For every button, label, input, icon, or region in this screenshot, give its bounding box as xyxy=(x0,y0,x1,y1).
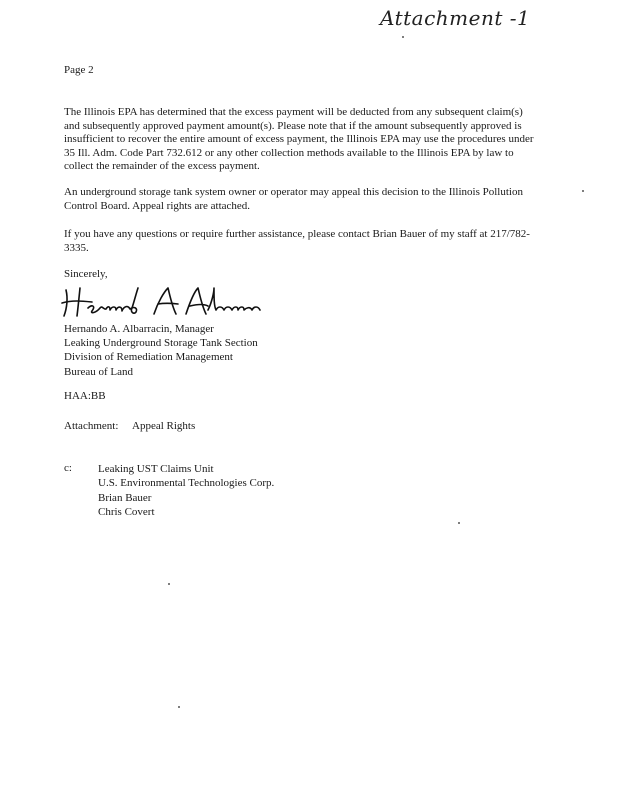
scan-speck xyxy=(402,36,404,38)
scan-speck xyxy=(582,190,584,192)
signer-name-title: Hernando A. Albarracin, Manager xyxy=(64,323,214,335)
signer-bureau: Bureau of Land xyxy=(64,365,134,378)
cc-recipients xyxy=(98,462,274,520)
cc-recipient: Chris Covert xyxy=(98,506,155,519)
scan-speck xyxy=(168,583,170,585)
page-number: Page 2 xyxy=(64,64,94,76)
scan-speck xyxy=(458,522,460,524)
reference-initials: HAA:BB xyxy=(64,390,106,402)
handwritten-annotation: Attachment -1 xyxy=(380,6,531,30)
signer-division: Division of Remediation Management xyxy=(64,351,233,364)
cc-recipient: U.S. Environmental Technologies Corp. xyxy=(98,477,275,490)
closing: Sincerely, xyxy=(64,268,108,280)
signer-section: Leaking Underground Storage Tank Section xyxy=(64,337,258,350)
cc-label: c: xyxy=(64,462,72,474)
attachment-value: Appeal Rights xyxy=(132,420,196,432)
attachment-label: Attachment: xyxy=(64,420,119,432)
handwritten-signature xyxy=(58,282,268,322)
body-paragraph-excess-payment: The Illinois EPA has determined that the excess payment will be deducted from any subsequent claim(s) and subsequently approved payment amount(s). Please note that if the amount subsequently approved is insufficient to recover the entire amount of excess payment, the Illinois EPA may use the procedures under 35 Ill. Adm. Code Part 732.612 or any other collection methods available to the Illinois EPA by law to collect the remainder of the excess payment. xyxy=(64,106,534,173)
cc-recipient: Brian Bauer xyxy=(98,491,152,504)
attachment-line xyxy=(64,420,196,432)
body-paragraph-appeal: An underground storage tank system owner or operator may appeal this decision to the Illinois Pollution Control Board. Appeal rights are attached. xyxy=(64,186,523,212)
body-paragraph-contact: If you have any questions or require further assistance, please contact Brian Bauer of my staff at 217/782-3335. xyxy=(64,228,530,254)
signer-block xyxy=(64,322,258,379)
cc-recipient: Leaking UST Claims Unit xyxy=(98,463,214,475)
scan-speck xyxy=(178,706,180,708)
